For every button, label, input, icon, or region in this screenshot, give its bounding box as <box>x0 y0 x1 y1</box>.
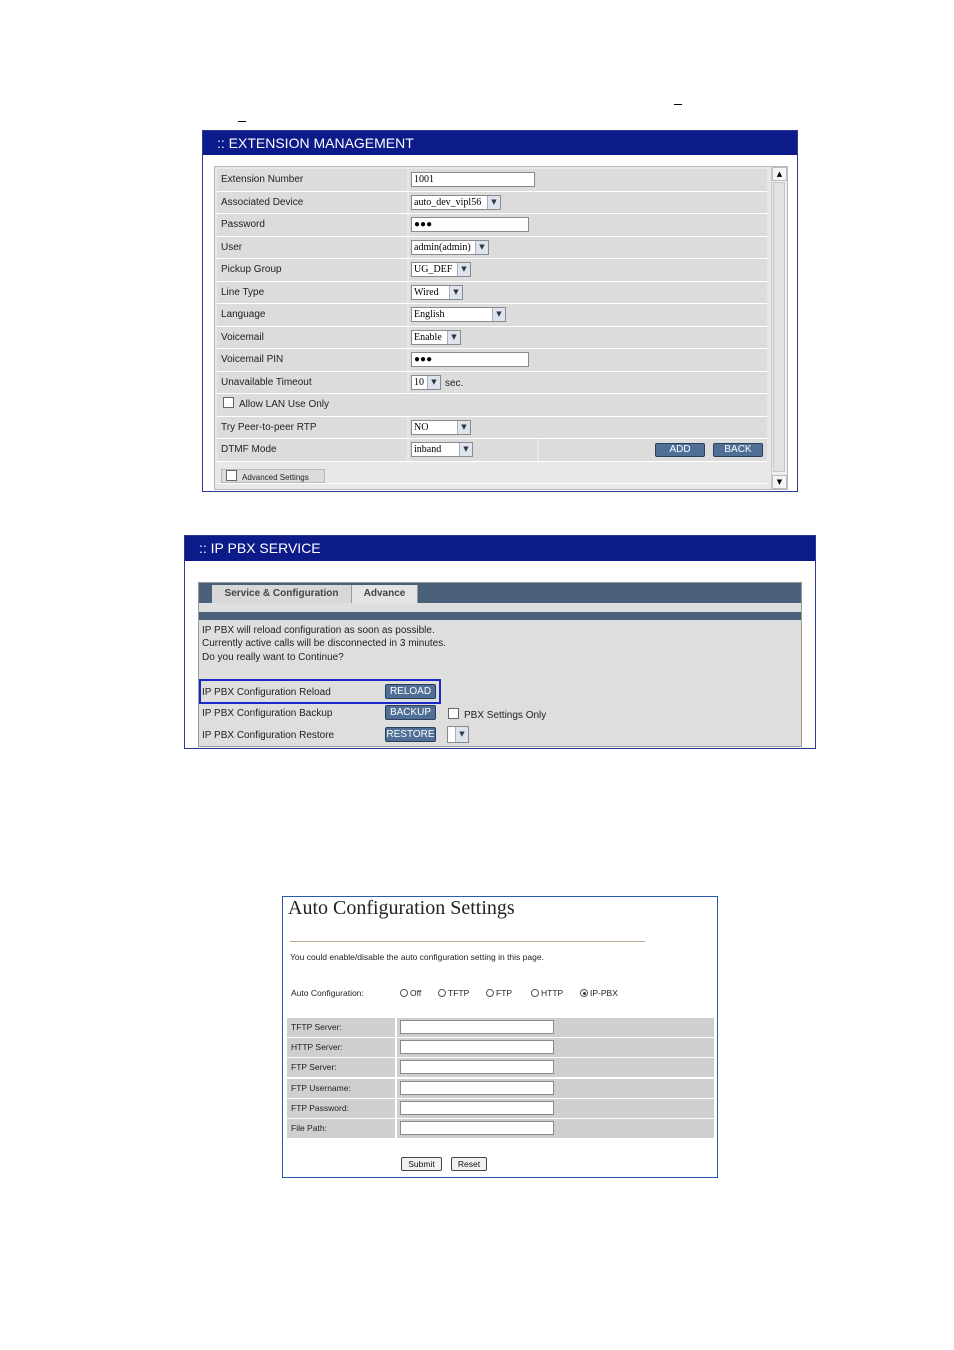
field-label: Voicemail PIN <box>217 349 407 371</box>
scroll-up-icon[interactable]: ▲ <box>772 167 787 181</box>
select-value: auto_dev_vipl56 <box>414 196 482 208</box>
field-label: Line Type <box>217 282 407 304</box>
advanced-settings-row <box>217 462 767 485</box>
reload-label: IP PBX Configuration Reload <box>202 687 331 698</box>
divider-bar <box>199 612 801 620</box>
extension-form <box>217 169 767 484</box>
select-value: inband <box>414 444 442 455</box>
radio-label: Off <box>410 988 422 998</box>
underscore-mark <box>674 104 682 105</box>
form-row <box>217 372 767 395</box>
config-field-row <box>287 1038 714 1057</box>
config-field-label: FTP Password: <box>287 1099 395 1118</box>
pbx-settings-only-checkbox[interactable] <box>448 708 459 719</box>
field-value-cell <box>409 349 767 371</box>
form-row <box>217 417 767 440</box>
allow-lan-row <box>217 394 767 417</box>
config-field-label: TFTP Server: <box>287 1018 395 1037</box>
backup-label: IP PBX Configuration Backup <box>202 708 333 719</box>
auto-configuration-panel <box>282 896 718 1178</box>
advanced-settings-toggle[interactable] <box>221 469 325 483</box>
chevron-down-icon: ▼ <box>487 196 500 209</box>
restore-button[interactable]: RESTORE <box>386 729 435 740</box>
title-divider <box>290 941 645 942</box>
tab-service-configuration[interactable]: Service & Configuration <box>212 585 352 603</box>
config-field-cell <box>397 1058 714 1077</box>
description-text: You could enable/disable the auto configuration setting in this page. <box>290 952 544 962</box>
page-title: Auto Configuration Settings <box>288 897 515 919</box>
field-value-cell <box>409 304 767 326</box>
select-value: Enable <box>414 331 442 343</box>
form-row <box>217 169 767 192</box>
field-value-cell <box>409 259 767 281</box>
config-field-input[interactable] <box>400 1060 554 1074</box>
reload-button[interactable]: RELOAD <box>385 684 436 699</box>
select-value: 10 <box>414 376 424 388</box>
pbx-settings-only-label: PBX Settings Only <box>464 710 547 721</box>
config-field-input[interactable] <box>400 1020 554 1034</box>
radio-button[interactable] <box>580 989 588 997</box>
pbx-content <box>198 582 802 747</box>
field-label: Unavailable Timeout <box>217 372 407 394</box>
radio-label: IP-PBX <box>590 988 618 998</box>
submit-button[interactable]: Submit <box>401 1157 442 1171</box>
radio-button[interactable] <box>486 989 494 997</box>
chevron-down-icon: ▼ <box>455 727 468 742</box>
radio-option-tftp[interactable] <box>438 988 469 998</box>
vertical-scrollbar[interactable] <box>771 167 787 489</box>
panel-title: :: EXTENSION MANAGEMENT <box>203 131 797 155</box>
form-row <box>217 327 767 350</box>
field-label: Pickup Group <box>217 259 407 281</box>
select-value: UG_DEF <box>414 264 453 275</box>
field-label: Try Peer-to-peer RTP <box>217 417 407 439</box>
radio-option-off[interactable] <box>400 988 421 998</box>
field-select[interactable] <box>411 240 489 255</box>
field-select[interactable] <box>411 330 461 345</box>
form-row <box>217 192 767 215</box>
form-row <box>217 214 767 237</box>
radio-label: FTP <box>496 988 513 998</box>
allow-lan-label: Allow LAN Use Only <box>239 399 330 410</box>
ip-pbx-service-panel <box>184 535 816 749</box>
config-field-label: FTP Username: <box>287 1079 395 1098</box>
select-value: English <box>414 309 445 320</box>
field-value-cell <box>409 237 767 259</box>
field-value-cell <box>409 327 767 349</box>
radio-option-ip-pbx[interactable] <box>580 988 618 998</box>
config-field-row <box>287 1058 714 1077</box>
info-message: Do you really want to Continue? <box>202 652 344 663</box>
config-field-label: HTTP Server: <box>287 1038 395 1057</box>
allow-lan-option[interactable] <box>217 394 767 416</box>
field-value-cell <box>409 439 537 461</box>
extension-form-frame <box>214 166 788 490</box>
radio-label: HTTP <box>541 988 564 998</box>
reset-button[interactable]: Reset <box>451 1157 487 1171</box>
field-value-cell <box>409 214 767 236</box>
add-button[interactable]: ADD <box>655 443 705 457</box>
config-field-row <box>287 1018 714 1037</box>
chevron-down-icon: ▼ <box>457 263 470 276</box>
advanced-settings-checkbox[interactable] <box>226 470 237 481</box>
restore-label: IP PBX Configuration Restore <box>202 730 335 741</box>
config-field-cell <box>397 1038 714 1057</box>
field-value-cell <box>409 417 767 439</box>
info-message: Currently active calls will be disconnected in 3 minutes. <box>202 638 446 649</box>
field-label: Extension Number <box>217 169 407 191</box>
chevron-down-icon: ▼ <box>457 421 470 434</box>
pbx-settings-only-option[interactable] <box>448 708 546 721</box>
restore-file-select[interactable] <box>447 726 469 743</box>
chevron-down-icon: ▼ <box>492 308 505 321</box>
field-select[interactable] <box>411 262 471 277</box>
chevron-down-icon: ▼ <box>427 376 440 389</box>
config-field-cell <box>397 1018 714 1037</box>
dtmf-select[interactable] <box>411 442 473 457</box>
field-value-cell <box>409 169 767 191</box>
config-field-input[interactable] <box>400 1121 554 1135</box>
tab-bar <box>199 583 801 603</box>
chevron-down-icon: ▼ <box>449 286 462 299</box>
info-message: IP PBX will reload configuration as soon as possible. <box>202 625 435 636</box>
config-field-row <box>287 1099 714 1118</box>
select-value: Wired <box>414 286 439 298</box>
form-row <box>217 237 767 260</box>
field-label: Password <box>217 214 407 236</box>
form-row <box>217 349 767 372</box>
field-value-cell <box>409 192 767 214</box>
chevron-down-icon: ▼ <box>459 443 472 456</box>
config-field-cell <box>397 1119 714 1138</box>
field-value-cell <box>409 372 767 394</box>
auto-configuration-label: Auto Configuration: <box>291 988 364 998</box>
try-p2p-select[interactable] <box>411 420 471 435</box>
config-field-input[interactable] <box>400 1081 554 1095</box>
form-row <box>217 304 767 327</box>
field-input[interactable]: ●●● <box>411 217 529 232</box>
field-select[interactable] <box>411 307 506 322</box>
field-input[interactable]: 1001 <box>411 172 535 187</box>
config-field-label: File Path: <box>287 1119 395 1138</box>
field-input[interactable]: ●●● <box>411 352 529 367</box>
extension-management-panel <box>202 130 798 492</box>
underscore-mark <box>238 121 246 122</box>
backup-button[interactable]: BACKUP <box>385 705 436 720</box>
field-label: Language <box>217 304 407 326</box>
radio-option-ftp[interactable] <box>486 988 512 998</box>
radio-button[interactable] <box>438 989 446 997</box>
field-select[interactable] <box>411 285 463 300</box>
select-value: NO <box>414 421 429 433</box>
config-field-row <box>287 1079 714 1098</box>
advanced-settings-label: Advanced Settings <box>242 472 309 482</box>
radio-label: TFTP <box>448 988 470 998</box>
scroll-down-icon[interactable]: ▼ <box>772 475 787 489</box>
field-label: DTMF Mode <box>217 439 407 461</box>
chevron-down-icon: ▼ <box>447 331 460 344</box>
back-button[interactable]: BACK <box>713 443 763 457</box>
field-label: Voicemail <box>217 327 407 349</box>
chevron-down-icon: ▼ <box>475 241 488 254</box>
allow-lan-checkbox[interactable] <box>223 397 234 408</box>
form-row <box>217 282 767 305</box>
tab-advance[interactable]: Advance <box>352 585 418 603</box>
field-value-cell <box>409 282 767 304</box>
form-row <box>217 439 767 462</box>
config-field-cell <box>397 1099 714 1118</box>
config-field-input[interactable] <box>400 1101 554 1115</box>
radio-button[interactable] <box>531 989 539 997</box>
select-value: admin(admin) <box>414 241 471 253</box>
field-select[interactable] <box>411 195 501 210</box>
field-label: Associated Device <box>217 192 407 214</box>
config-field-row <box>287 1119 714 1138</box>
field-select[interactable] <box>411 375 441 390</box>
config-field-input[interactable] <box>400 1040 554 1054</box>
radio-button[interactable] <box>400 989 408 997</box>
radio-option-http[interactable] <box>531 988 563 998</box>
form-row <box>217 259 767 282</box>
panel-title: :: IP PBX SERVICE <box>185 536 815 561</box>
unit-label: sec. <box>445 377 464 389</box>
config-field-label: FTP Server: <box>287 1058 395 1077</box>
config-field-cell <box>397 1079 714 1098</box>
action-cell <box>539 439 767 461</box>
scrollbar-thumb[interactable] <box>773 182 785 472</box>
field-label: User <box>217 237 407 259</box>
